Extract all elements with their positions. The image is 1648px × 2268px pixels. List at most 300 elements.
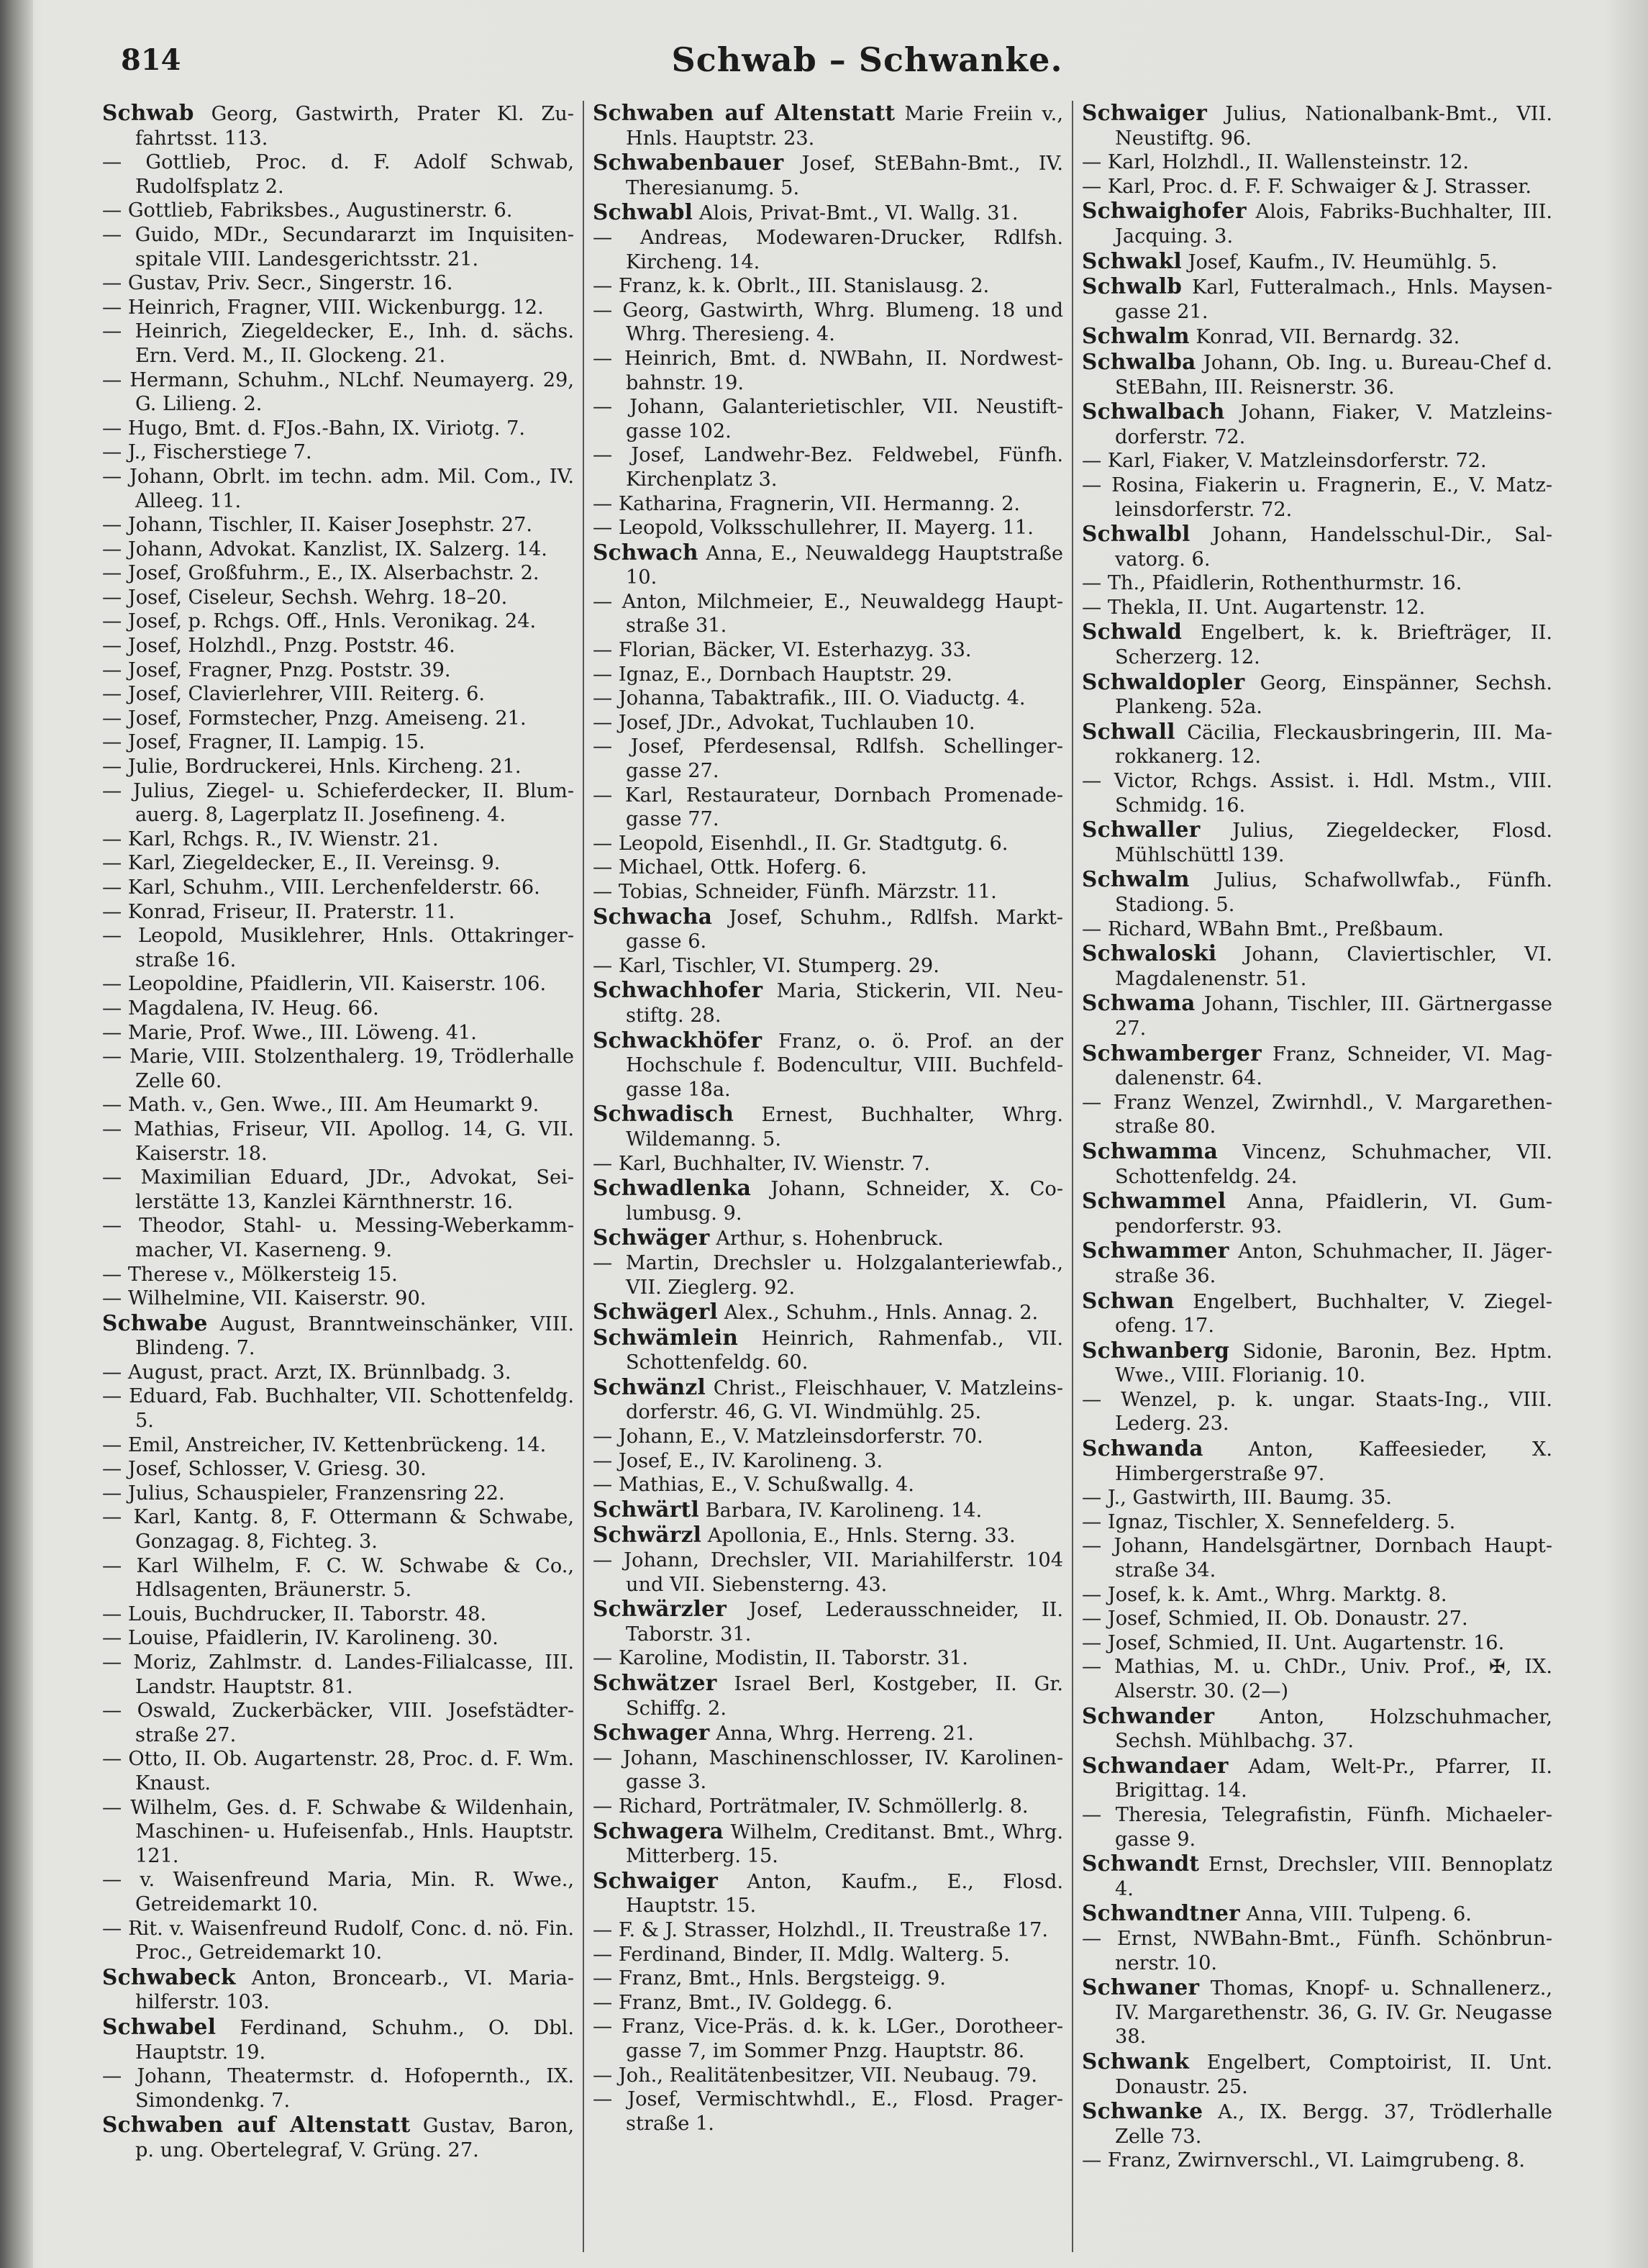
directory-entry bbox=[593, 1028, 1063, 1102]
entry-text: A., IX. Bergg. 37, Trödlerhalle Zelle 73. bbox=[1115, 2101, 1552, 2148]
entry-text: Heinrich, Rahmenfab., VII. Schottenfeldg. 60. bbox=[626, 1327, 1063, 1374]
directory-entry bbox=[102, 1117, 574, 1166]
entry-text: Alois, Fabriks-Buchhalter, III. Jacquing. 3. bbox=[1115, 201, 1552, 248]
entry-text: — Josef, p. Rchgs. Off., Hnls. Veronikag. 24. bbox=[102, 610, 537, 633]
entry-text: — Wilhelmine, VII. Kaiserstr. 90. bbox=[102, 1287, 427, 1310]
entry-text: — Karl, Schuhm., VIII. Lerchenfelderstr. 66. bbox=[102, 876, 540, 899]
directory-entry bbox=[593, 1991, 1063, 2015]
entry-surname: Schwaighofer bbox=[1082, 198, 1247, 224]
directory-entry bbox=[1082, 1091, 1552, 1139]
directory-entry bbox=[1082, 917, 1552, 942]
entry-text: — Anton, Milchmeier, E., Neuwaldegg Hauptstraße 31. bbox=[593, 590, 1063, 638]
directory-entry bbox=[593, 1918, 1063, 1943]
entry-text: — Konrad, Friseur, II. Praterstr. 11. bbox=[102, 900, 455, 923]
directory-entry bbox=[1082, 1901, 1552, 1927]
entry-text: — F. & J. Strasser, Holzhdl., II. Treustraße 17. bbox=[593, 1918, 1049, 1941]
entry-text: Adam, Welt-Pr., Pfarrer, II. Brigittag. 14. bbox=[1115, 1755, 1552, 1802]
entry-surname: Schwabl bbox=[593, 199, 693, 225]
entry-text: — Johanna, Tabaktrafik., III. O. Viaductg. 4. bbox=[593, 687, 1026, 710]
directory-entry bbox=[102, 1505, 574, 1553]
directory-entry bbox=[102, 1045, 574, 1093]
entry-text: Gustav, Baron, p. ung. Obertelegraf, V. Grüng. 27. bbox=[135, 2115, 574, 2162]
directory-entry bbox=[593, 590, 1063, 638]
directory-entry bbox=[1082, 1754, 1552, 1803]
entry-text: — Josef, Vermischtwhdl., E., Flosd. Pragerstraße 1. bbox=[593, 2088, 1063, 2135]
directory-entry bbox=[1082, 596, 1552, 620]
entry-surname: Schwald bbox=[1082, 619, 1183, 645]
entry-text: Alois, Privat-Bmt., VI. Wallg. 31. bbox=[698, 202, 1019, 225]
entry-surname: Schwager bbox=[593, 1720, 710, 1746]
entry-text: — Franz Wenzel, Zwirnhdl., V. Margarethenstraße 80. bbox=[1082, 1091, 1552, 1138]
entry-surname: Schwalm bbox=[1082, 866, 1190, 892]
entry-text: — Gottlieb, Fabriksbes., Augustinerstr. 6. bbox=[102, 199, 513, 222]
entry-surname: Schwabel bbox=[102, 2013, 217, 2039]
entry-text: — Josef, Schlosser, V. Griesg. 30. bbox=[102, 1458, 427, 1481]
entry-text: — Wilhelm, Ges. d. F. Schwabe & Wildenhain, Maschinen- u. Hufeisenfab., Hnls. Hauptstr. 121. bbox=[102, 1796, 574, 1867]
entry-text: — Karoline, Modistin, II. Taborstr. 31. bbox=[593, 1647, 968, 1670]
entry-text: — Mathias, M. u. ChDr., Univ. Prof., ✠, IX. Alserstr. 30. (2—) bbox=[1082, 1656, 1552, 1702]
entry-text: — Theresia, Telegrafistin, Fünfh. Michaelergasse 9. bbox=[1082, 1803, 1552, 1851]
directory-entry bbox=[1082, 1927, 1552, 1975]
directory-entry bbox=[102, 924, 574, 972]
entry-text: Julius, Schafwollwfab., Fünfh. Stadiong. 5. bbox=[1115, 869, 1552, 916]
entry-text: — Hermann, Schuhm., NLchf. Neumayerg. 29, G. Lilieng. 2. bbox=[102, 368, 574, 416]
entry-text: Sidonie, Baronin, Bez. Hptm. Wwe., VIII. Florianig. 10. bbox=[1115, 1340, 1552, 1387]
entry-text: — Ernst, NWBahn-Bmt., Fünfh. Schönbrunnerstr. 10. bbox=[1082, 1927, 1552, 1974]
directory-entry bbox=[1082, 1388, 1552, 1436]
page-number: 814 bbox=[121, 43, 181, 77]
directory-entry bbox=[102, 513, 574, 537]
directory-entry bbox=[102, 755, 574, 779]
entry-text: — Josef, Pferdesensal, Rdlfsh. Schellingergasse 27. bbox=[593, 735, 1063, 783]
entry-surname: Schwanda bbox=[1082, 1435, 1203, 1461]
directory-entry bbox=[102, 2064, 574, 2113]
entry-text: — Ignaz, E., Dornbach Hauptstr. 29. bbox=[593, 663, 952, 686]
entry-surname: Schwalm bbox=[1082, 323, 1190, 349]
entry-surname: Schwärzler bbox=[593, 1596, 727, 1622]
directory-entry bbox=[593, 1251, 1063, 1299]
entry-text: — Mathias, Friseur, VII. Apollog. 14, G. VII. Kaiserstr. 18. bbox=[102, 1117, 574, 1165]
entry-text: — Otto, II. Ob. Augartenstr. 28, Proc. d. F. Wm. Knaust. bbox=[102, 1748, 574, 1795]
directory-entry bbox=[102, 368, 574, 417]
directory-entry bbox=[102, 1699, 574, 1747]
entry-surname: Schwab bbox=[102, 101, 194, 125]
entry-text: — Josef, k. k. Amt., Whrg. Marktg. 8. bbox=[1082, 1583, 1447, 1606]
entry-text: — Magdalena, IV. Heug. 66. bbox=[102, 997, 379, 1020]
entry-text: — Johann, Advokat. Kanzlist, IX. Salzerg. 14. bbox=[102, 537, 547, 561]
entry-text: — Richard, WBahn Bmt., Preßbaum. bbox=[1082, 917, 1444, 940]
entry-text: — Marie, VIII. Stolzenthalerg. 19, Trödlerhalle Zelle 60. bbox=[102, 1045, 574, 1092]
entry-text: Konrad, VII. Bernardg. 32. bbox=[1196, 326, 1460, 349]
entry-surname: Schwaller bbox=[1082, 817, 1201, 843]
entry-surname: Schwandaer bbox=[1082, 1752, 1229, 1778]
entry-text: Georg, Einspänner, Sechsh. Plankeng. 52a. bbox=[1115, 671, 1552, 719]
entry-text: — Ignaz, Tischler, X. Sennefelderg. 5. bbox=[1082, 1510, 1456, 1533]
entry-text: — Josef, JDr., Advokat, Tuchlauben 10. bbox=[593, 711, 975, 734]
entry-text: — Johann, Obrlt. im techn. adm. Mil. Com., IV. Alleeg. 11. bbox=[102, 465, 574, 512]
directory-entry bbox=[593, 1449, 1063, 1474]
running-head: Schwab – Schwanke. bbox=[671, 40, 1063, 79]
entry-text: — Louise, Pfaidlerin, IV. Karolineng. 30. bbox=[102, 1627, 499, 1650]
entry-surname: Schwabenbauer bbox=[593, 150, 784, 176]
directory-entry bbox=[1082, 769, 1552, 817]
directory-entry bbox=[1082, 1486, 1552, 1510]
entry-surname: Schwanke bbox=[1082, 2098, 1203, 2124]
directory-entry bbox=[102, 900, 574, 925]
directory-entry bbox=[593, 540, 1063, 590]
directory-entry bbox=[102, 586, 574, 610]
directory-entry bbox=[593, 1497, 1063, 1523]
entry-surname: Schwanberg bbox=[1082, 1337, 1230, 1363]
directory-entry bbox=[102, 634, 574, 658]
entry-text: — Karl Wilhelm, F. C. W. Schwabe & Co., Hdlsagenten, Bräunerstr. 5. bbox=[102, 1554, 574, 1602]
column-1 bbox=[94, 101, 583, 2252]
directory-entry bbox=[593, 1299, 1063, 1325]
entry-text: Cäcilia, Fleckausbringerin, III. Marokkanerg. 12. bbox=[1115, 721, 1552, 768]
entry-surname: Schwänzl bbox=[593, 1374, 706, 1400]
entry-surname: Schwammer bbox=[1082, 1238, 1229, 1264]
directory-entry bbox=[1082, 249, 1552, 275]
entry-surname: Schwämlein bbox=[593, 1324, 739, 1350]
directory-entry bbox=[593, 200, 1063, 226]
entry-text: — Karl, Proc. d. F. F. Schwaiger & J. Strasser. bbox=[1082, 175, 1531, 198]
directory-entry bbox=[593, 1597, 1063, 1646]
entry-surname: Schwacha bbox=[593, 903, 713, 929]
directory-entry bbox=[593, 1671, 1063, 1720]
entry-text: Engelbert, k. k. Briefträger, II. Scherzerg. 12. bbox=[1115, 622, 1552, 669]
entry-text: — Johann, Tischler, II. Kaiser Josephstr. 27. bbox=[102, 514, 533, 537]
entry-text: — Karl, Kantg. 8, F. Ottermann & Schwabe, Gonzagag. 8, Fichteg. 3. bbox=[102, 1506, 574, 1553]
entry-text: — Math. v., Gen. Wwe., III. Am Heumarkt 9. bbox=[102, 1094, 540, 1117]
directory-entry bbox=[102, 199, 574, 223]
directory-columns bbox=[94, 101, 1622, 2252]
directory-entry bbox=[593, 1943, 1063, 1967]
entry-text: Arthur, s. Hohenbruck. bbox=[716, 1228, 944, 1251]
entry-text: — Marie, Prof. Wwe., III. Löweng. 41. bbox=[102, 1021, 477, 1044]
entry-surname: Schwaldopler bbox=[1082, 668, 1245, 694]
entry-surname: Schwandt bbox=[1082, 1851, 1200, 1877]
entry-surname: Schwärtl bbox=[593, 1496, 699, 1522]
entry-text: — Louis, Buchdrucker, II. Taborstr. 48. bbox=[102, 1602, 487, 1625]
entry-text: — Tobias, Schneider, Fünfh. Märzstr. 11. bbox=[593, 881, 997, 903]
entry-text: — Josef, Fragner, II. Lampig. 15. bbox=[102, 731, 425, 754]
directory-entry bbox=[593, 686, 1063, 711]
entry-surname: Schwamma bbox=[1082, 1138, 1219, 1164]
directory-entry bbox=[102, 1311, 574, 1361]
entry-text: — Andreas, Modewaren-Drucker, Rdlfsh. Kircheng. 14. bbox=[593, 226, 1063, 273]
directory-entry bbox=[593, 1375, 1063, 1425]
entry-surname: Schwamberger bbox=[1082, 1040, 1262, 1066]
directory-entry bbox=[593, 954, 1063, 979]
entry-text: — Franz, k. k. Obrlt., III. Stanislausg. 2. bbox=[593, 275, 990, 298]
entry-text: Georg, Gastwirth, Prater Kl. Zufahrtsst. 113. bbox=[135, 103, 574, 150]
directory-entry bbox=[1082, 1436, 1552, 1486]
directory-entry bbox=[102, 101, 574, 150]
page-header bbox=[108, 35, 1626, 92]
directory-entry bbox=[1082, 1338, 1552, 1388]
entry-text: — Heinrich, Bmt. d. NWBahn, II. Nordwestbahnstr. 19. bbox=[593, 347, 1063, 394]
directory-entry bbox=[1082, 274, 1552, 324]
entry-text: — Johann, Handelsgärtner, Dornbach Hauptstraße 34. bbox=[1082, 1535, 1552, 1582]
entry-surname: Schwaner bbox=[1082, 1974, 1200, 2000]
entry-surname: Schwank bbox=[1082, 2048, 1190, 2074]
entry-surname: Schwandtner bbox=[1082, 1900, 1240, 1926]
directory-entry bbox=[1082, 1631, 1552, 1656]
directory-entry bbox=[102, 1166, 574, 1214]
entry-text: Josef, Lederausschneider, II. Taborstr. 31. bbox=[626, 1599, 1063, 1646]
directory-entry bbox=[593, 1473, 1063, 1497]
entry-text: — Johann, Drechsler, VII. Mariahilferstr. 104 und VII. Siebensterng. 43. bbox=[593, 1549, 1063, 1596]
directory-entry bbox=[593, 663, 1063, 687]
entry-text: — Eduard, Fab. Buchhalter, VII. Schottenfeldg. 5. bbox=[102, 1385, 574, 1433]
entry-text: — Leopold, Volksschullehrer, II. Mayerg. 11. bbox=[593, 517, 1034, 540]
directory-entry bbox=[593, 299, 1063, 347]
directory-entry bbox=[102, 827, 574, 852]
entry-text: — Josef, Landwehr-Bez. Feldwebel, Fünfh. Kirchenplatz 3. bbox=[593, 444, 1063, 491]
entry-text: Ferdinand, Schuhm., O. Dbl. Hauptstr. 19. bbox=[135, 2016, 574, 2064]
entry-text: Israel Berl, Kostgeber, II. Gr. Schiffg. 2. bbox=[626, 1673, 1063, 1720]
entry-text: — Franz, Bmt., IV. Goldegg. 6. bbox=[593, 1991, 893, 2014]
entry-surname: Schwadlenka bbox=[593, 1175, 752, 1201]
directory-entry bbox=[1082, 350, 1552, 399]
entry-text: Julius, Nationalbank-Bmt., VII. Neustiftg. 96. bbox=[1115, 103, 1552, 150]
directory-entry bbox=[1082, 101, 1552, 150]
directory-entry bbox=[1082, 1139, 1552, 1189]
directory-entry bbox=[102, 779, 574, 827]
directory-entry bbox=[593, 735, 1063, 783]
entry-surname: Schwärzl bbox=[593, 1522, 702, 1548]
directory-entry bbox=[593, 1967, 1063, 1991]
entry-surname: Schwall bbox=[1082, 718, 1175, 744]
entry-surname: Schwadisch bbox=[593, 1101, 734, 1127]
directory-entry bbox=[1082, 522, 1552, 571]
entry-surname: Schwaloski bbox=[1082, 940, 1217, 966]
directory-entry bbox=[102, 1361, 574, 1385]
entry-surname: Schwalbach bbox=[1082, 399, 1225, 425]
directory-entry bbox=[1082, 199, 1552, 248]
entry-text: — Josef, Fragner, Pnzg. Poststr. 39. bbox=[102, 658, 451, 681]
entry-surname: Schwalba bbox=[1082, 348, 1196, 374]
entry-text: Barbara, IV. Karolineng. 14. bbox=[705, 1499, 983, 1522]
directory-entry bbox=[102, 319, 574, 368]
directory-entry bbox=[593, 832, 1063, 856]
entry-text: Franz, o. ö. Prof. an der Hochschule f. Bodencultur, VIII. Buchfeldgasse 18a. bbox=[626, 1030, 1063, 1101]
directory-entry bbox=[593, 347, 1063, 395]
entry-text: — Leopold, Eisenhdl., II. Gr. Stadtgutg. 6. bbox=[593, 832, 1009, 855]
directory-entry bbox=[1082, 867, 1552, 917]
entry-text: — Katharina, Fragnerin, VII. Hermanng. 2. bbox=[593, 492, 1021, 515]
directory-entry bbox=[102, 1868, 574, 1916]
directory-entry bbox=[593, 638, 1063, 663]
entry-text: — v. Waisenfreund Maria, Min. R. Wwe., Getreidemarkt 10. bbox=[102, 1869, 574, 1915]
directory-entry bbox=[102, 223, 574, 271]
entry-text: Ernest, Buchhalter, Whrg. Wildemanng. 5. bbox=[626, 1104, 1063, 1151]
entry-text: — Josef, Holzhdl., Pnzg. Poststr. 46. bbox=[102, 635, 455, 658]
directory-entry bbox=[102, 658, 574, 683]
entry-text: — Josef, Formstecher, Pnzg. Ameiseng. 21. bbox=[102, 707, 527, 730]
directory-entry bbox=[1082, 941, 1552, 991]
entry-text: — Julius, Schauspieler, Franzensring 22. bbox=[102, 1482, 505, 1505]
directory-entry bbox=[593, 1646, 1063, 1671]
entry-text: — Therese v., Mölkersteig 15. bbox=[102, 1263, 398, 1286]
directory-entry bbox=[593, 1869, 1063, 1918]
directory-entry bbox=[102, 1917, 574, 1965]
directory-entry bbox=[593, 1548, 1063, 1597]
directory-entry bbox=[102, 1747, 574, 1795]
directory-entry bbox=[102, 609, 574, 634]
directory-entry bbox=[1082, 720, 1552, 769]
directory-entry bbox=[593, 1152, 1063, 1176]
entry-text: — Georg, Gastwirth, Whrg. Blumeng. 18 und Whrg. Theresieng. 4. bbox=[593, 299, 1063, 346]
entry-text: — J., Gastwirth, III. Baumg. 35. bbox=[1082, 1487, 1392, 1510]
entry-text: — Josef, Schmied, II. Unt. Augartenstr. 16. bbox=[1082, 1631, 1505, 1654]
column-3 bbox=[1072, 101, 1561, 2252]
directory-entry bbox=[1082, 1534, 1552, 1582]
entry-text: — Michael, Ottk. Hoferg. 6. bbox=[593, 856, 868, 879]
entry-text: Christ., Fleischhauer, V. Matzleinsdorferstr. 46, G. VI. Windmühlg. 25. bbox=[626, 1376, 1063, 1424]
directory-entry bbox=[102, 1433, 574, 1458]
entry-text: Josef, Kaufm., IV. Heumühlg. 5. bbox=[1188, 250, 1498, 273]
entry-text: Thomas, Knopf- u. Schnallenerz., IV. Margarethenstr. 36, G. IV. Gr. Neugasse 38. bbox=[1115, 1977, 1552, 2049]
entry-text: Julius, Ziegeldecker, Flosd. Mühlschüttl 139. bbox=[1115, 820, 1552, 866]
directory-entry bbox=[593, 784, 1063, 832]
directory-entry bbox=[102, 2015, 574, 2064]
directory-entry bbox=[102, 1457, 574, 1482]
entry-text: — Emil, Anstreicher, IV. Kettenbrückeng. 14. bbox=[102, 1433, 547, 1456]
entry-surname: Schwama bbox=[1082, 990, 1196, 1016]
directory-entry bbox=[1082, 1041, 1552, 1091]
directory-entry bbox=[102, 537, 574, 562]
entry-text: Josef, StEBahn-Bmt., IV. Theresianumg. 5. bbox=[626, 153, 1063, 199]
directory-entry bbox=[593, 978, 1063, 1028]
entry-text: — Johann, Maschinenschlosser, IV. Karolinengasse 3. bbox=[593, 1746, 1063, 1794]
entry-text: Alex., Schuhm., Hnls. Annag. 2. bbox=[724, 1302, 1039, 1325]
directory-entry bbox=[593, 856, 1063, 880]
entry-text: Anton, Kaffeesieder, X. Himbergerstraße 97. bbox=[1115, 1438, 1552, 1485]
directory-entry bbox=[593, 1795, 1063, 1819]
entry-surname: Schwabeck bbox=[102, 1964, 236, 1990]
entry-text: — Rosina, Fiakerin u. Fragnerin, E., V. Matzleinsdorferstr. 72. bbox=[1082, 473, 1552, 521]
entry-surname: Schwan bbox=[1082, 1287, 1175, 1313]
entry-text: Anton, Kaufm., E., Flosd. Hauptstr. 15. bbox=[626, 1870, 1063, 1918]
directory-entry bbox=[102, 1482, 574, 1506]
entry-text: — Karl, Holzhdl., II. Wallensteinstr. 12. bbox=[1082, 151, 1470, 174]
directory-entry bbox=[102, 1263, 574, 1287]
directory-entry bbox=[593, 711, 1063, 735]
entry-text: — August, pract. Arzt, IX. Brünnlbadg. 3. bbox=[102, 1361, 511, 1384]
entry-surname: Schwätzer bbox=[593, 1670, 717, 1695]
directory-entry bbox=[1082, 1851, 1552, 1901]
entry-text: — Josef, E., IV. Karolineng. 3. bbox=[593, 1449, 883, 1472]
binding-edge bbox=[0, 0, 33, 2268]
directory-entry bbox=[102, 997, 574, 1021]
entry-surname: Schwaben auf Altenstatt bbox=[102, 2112, 411, 2138]
directory-entry bbox=[1082, 473, 1552, 522]
directory-entry bbox=[1082, 1510, 1552, 1535]
entry-text: Karl, Futteralmach., Hnls. Maysengasse 21. bbox=[1115, 276, 1552, 323]
directory-entry bbox=[1082, 1189, 1552, 1238]
directory-entry bbox=[593, 1225, 1063, 1251]
entry-text: — J., Fischerstiege 7. bbox=[102, 441, 312, 464]
entry-text: Anna, E., Neuwaldegg Hauptstraße 10. bbox=[626, 542, 1063, 589]
entry-surname: Schwalb bbox=[1082, 273, 1183, 299]
entry-text: Marie Freiin v., Hnls. Hauptstr. 23. bbox=[626, 103, 1063, 150]
entry-text: — Karl, Ziegeldecker, E., II. Vereinsg. 9. bbox=[102, 852, 501, 875]
entry-text: Johann, Handelsschul-Dir., Salvatorg. 6. bbox=[1115, 524, 1552, 571]
entry-surname: Schwander bbox=[1082, 1702, 1215, 1728]
entry-text: Johann, Fiaker, V. Matzleinsdorferstr. 72. bbox=[1115, 402, 1552, 448]
entry-text: — Josef, Clavierlehrer, VIII. Reiterg. 6. bbox=[102, 683, 486, 706]
directory-entry bbox=[593, 1425, 1063, 1449]
directory-entry bbox=[1082, 399, 1552, 449]
entry-text: — Leopoldine, Pfaidlerin, VII. Kaiserstr. 106. bbox=[102, 973, 547, 996]
directory-entry bbox=[593, 395, 1063, 443]
directory-entry bbox=[102, 1651, 574, 1699]
entry-text: — Hugo, Bmt. d. FJos.-Bahn, IX. Viriotg. 7. bbox=[102, 417, 526, 440]
entry-text: — Karl, Fiaker, V. Matzleinsdorferstr. 72. bbox=[1082, 450, 1487, 473]
directory-entry bbox=[102, 730, 574, 755]
directory-entry bbox=[1082, 2149, 1552, 2173]
directory-entry bbox=[102, 561, 574, 586]
directory-entry bbox=[593, 2087, 1063, 2136]
entry-text: — Leopold, Musiklehrer, Hnls. Ottakringerstraße 16. bbox=[102, 925, 574, 971]
directory-entry bbox=[593, 2015, 1063, 2063]
column-2 bbox=[583, 101, 1072, 2252]
entry-text: — Joh., Realitätenbesitzer, VII. Neubaug. 79. bbox=[593, 2064, 1037, 2087]
directory-entry bbox=[102, 1214, 574, 1262]
entry-text: — Heinrich, Ziegeldecker, E., Inh. d. sächs. Ern. Verd. M., II. Glockeng. 21. bbox=[102, 320, 574, 367]
directory-entry bbox=[102, 1602, 574, 1627]
entry-text: Josef, Schuhm., Rdlfsh. Marktgasse 6. bbox=[626, 906, 1063, 953]
entry-text: Engelbert, Buchhalter, V. Ziegelofeng. 17. bbox=[1115, 1290, 1552, 1338]
entry-text: — Thekla, II. Unt. Augartenstr. 12. bbox=[1082, 596, 1426, 619]
entry-text: Ernst, Drechsler, VIII. Bennoplatz 4. bbox=[1115, 1854, 1552, 1900]
directory-entry bbox=[1082, 1704, 1552, 1754]
directory-entry bbox=[1082, 620, 1552, 669]
directory-entry bbox=[1082, 991, 1552, 1040]
entry-text: Anton, Schuhmacher, II. Jägerstraße 36. bbox=[1115, 1240, 1552, 1287]
directory-entry bbox=[102, 271, 574, 296]
directory-entry bbox=[1082, 2099, 1552, 2149]
entry-text: — Guido, MDr., Secundararzt im Inquisitenspitale VIII. Landesgerichtsstr. 21. bbox=[102, 223, 574, 271]
entry-text: — Gottlieb, Proc. d. F. Adolf Schwab, Rudolfsplatz 2. bbox=[102, 151, 574, 198]
entry-surname: Schwabe bbox=[102, 1310, 208, 1335]
entry-text: — Ferdinand, Binder, II. Mdlg. Walterg. 5. bbox=[593, 1943, 1010, 1966]
entry-text: — Johann, Theatermstr. d. Hofopernth., IX. Simondenkg. 7. bbox=[102, 2065, 574, 2112]
directory-entry bbox=[1082, 2049, 1552, 2099]
entry-text: — Karl, Rchgs. R., IV. Wienstr. 21. bbox=[102, 827, 439, 850]
directory-entry bbox=[102, 465, 574, 513]
entry-text: — Th., Pfaidlerin, Rothenthurmstr. 16. bbox=[1082, 572, 1462, 595]
entry-text: Franz, Schneider, VI. Magdalenenstr. 64. bbox=[1115, 1043, 1552, 1090]
directory-entry bbox=[102, 1384, 574, 1433]
directory-entry bbox=[593, 1746, 1063, 1795]
entry-surname: Schwaiger bbox=[593, 1867, 719, 1893]
directory-entry bbox=[1082, 1289, 1552, 1338]
entry-text: Anton, Broncearb., VI. Mariahilferstr. 103. bbox=[135, 1967, 574, 2014]
directory-entry bbox=[1082, 324, 1552, 350]
directory-entry bbox=[102, 972, 574, 997]
entry-text: — Franz, Vice-Präs. d. k. k. LGer., Dorotheergasse 7, im Sommer Pnzg. Hauptstr. 86. bbox=[593, 2015, 1063, 2062]
directory-entry bbox=[102, 1796, 574, 1869]
directory-entry bbox=[102, 440, 574, 465]
entry-text: — Julie, Bordruckerei, Hnls. Kircheng. 21. bbox=[102, 756, 522, 779]
entry-surname: Schwagera bbox=[593, 1818, 724, 1843]
directory-entry bbox=[102, 2113, 574, 2162]
directory-entry bbox=[593, 1819, 1063, 1869]
entry-text: Wilhelm, Creditanst. Bmt., Whrg. Mitterberg. 15. bbox=[626, 1820, 1063, 1868]
directory-entry bbox=[102, 1965, 574, 2015]
